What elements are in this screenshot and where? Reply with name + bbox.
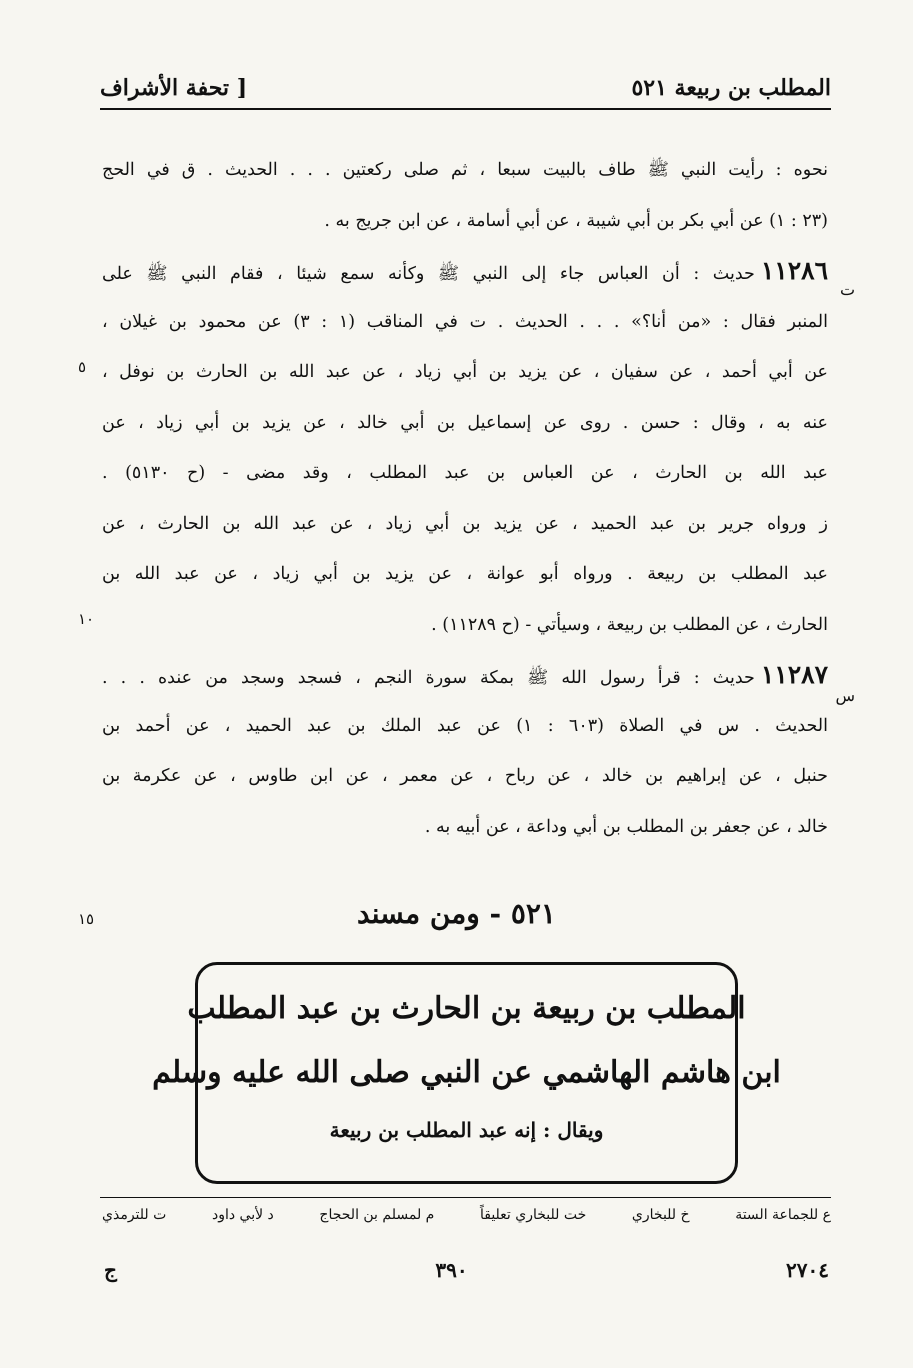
hadith-text	[102, 145, 828, 852]
text-line: المنبر فقال : «من أنا؟» . . . الحديث . ت في المناقب (١ : ٣) عن محمود بن غيلان ،	[102, 311, 828, 332]
frame-name-line: المطلب بن ربيعة بن الحارث بن عبد المطلب	[187, 991, 746, 1026]
frame-lineage-line: ابن هاشم الهاشمي عن النبي صلى الله عليه وسلم	[152, 1055, 781, 1090]
text-line: الحارث ، عن المطلب بن ربيعة ، وسيأتي - (ح ١١٢٨٩) .	[431, 614, 828, 635]
legend-item: خ للبخاري	[631, 1207, 690, 1223]
text-line: عن أبي أحمد ، عن سفيان ، عن يزيد بن أبي زياد ، عن عبد الله بن الحارث بن نوفل ،	[102, 362, 828, 382]
footer-bottom	[104, 1258, 829, 1282]
page-number: ٣٩٠	[435, 1258, 468, 1282]
legend-item: د لأبي داود	[211, 1207, 274, 1223]
text-line: عبد المطلب بن ربيعة . ورواه أبو عوانة ، عن يزيد بن أبي زياد ، عن عبد الله بن	[102, 564, 828, 584]
musnad-frame	[152, 962, 781, 1184]
hadith-number: ١١٢٨٧	[760, 660, 828, 689]
margin-symbol: ت	[839, 280, 855, 299]
frame-alias-line: ويقال : إنه عبد المطلب بن ربيعة	[329, 1118, 604, 1142]
legend-item: ت للترمذي	[102, 1207, 167, 1223]
legend-item: ع للجماعة الستة	[735, 1207, 831, 1223]
header-right-title: المطلب بن ربيعة ٥٢١	[631, 75, 831, 101]
text-line-hadith-11286	[102, 246, 828, 297]
footer-divider	[100, 1197, 831, 1198]
legend-item: خت للبخاري تعليقاً	[479, 1207, 587, 1223]
text-line: حديث : قرأ رسول الله ﷺ بمكة سورة النجم ، فسجد وسجد من عنده . . .	[102, 668, 755, 688]
text-line: عنه به ، وقال : حسن . روى عن إسماعيل بن أبي خالد ، عن يزيد بن أبي زياد ، عن	[102, 412, 828, 433]
text-line: حديث : أن العباس جاء إلى النبي ﷺ وكأنه سمع شيئا ، فقام النبي ﷺ على	[102, 264, 755, 284]
part-letter: ج	[104, 1258, 117, 1282]
volume-number: ٢٧٠٤	[786, 1258, 829, 1282]
line-number-margin: ١٠	[78, 610, 95, 628]
text-line: ز ورواه جرير بن عبد الحميد ، عن يزيد بن أبي زياد ، عن عبد الله بن الحارث ، عن	[102, 513, 828, 534]
text-line: حنبل ، عن إبراهيم بن خالد ، عن رباح ، عن معمر ، عن ابن طاوس ، عن عكرمة بن	[102, 766, 828, 786]
page-header	[100, 68, 831, 110]
header-left-title: [ تحفة الأشراف	[100, 75, 248, 101]
text-line: خالد ، عن جعفر بن المطلب بن أبي وداعة ، عن أبيه به .	[424, 816, 828, 837]
line-number-margin: ٥	[78, 358, 87, 376]
margin-symbol: س	[835, 686, 855, 705]
footer-legend	[102, 1207, 831, 1223]
hadith-number: ١١٢٨٦	[760, 256, 828, 285]
text-line: (٢٣ : ١) عن أبي بكر بن أبي شيبة ، عن أبي أسامة ، عن ابن جريج به .	[324, 210, 828, 231]
text-line: عبد الله بن الحارث ، عن العباس بن عبد المطلب ، وقد مضى - (ح ٥١٣٠) .	[102, 463, 828, 483]
text-line: نحوه : رأيت النبي ﷺ طاف بالبيت سبعا ، ثم صلى ركعتين . . . الحديث . ق في الحج	[102, 160, 828, 180]
line-number-margin: ١٥	[78, 910, 95, 928]
legend-item: م لمسلم بن الحجاج	[319, 1207, 435, 1223]
text-line-hadith-11287	[102, 650, 828, 701]
section-title: ٥٢١ - ومن مسند	[357, 897, 556, 930]
text-line: الحديث . س في الصلاة (٦٠٣ : ١) عن عبد الملك بن عبد الحميد ، عن أحمد بن	[102, 715, 828, 736]
